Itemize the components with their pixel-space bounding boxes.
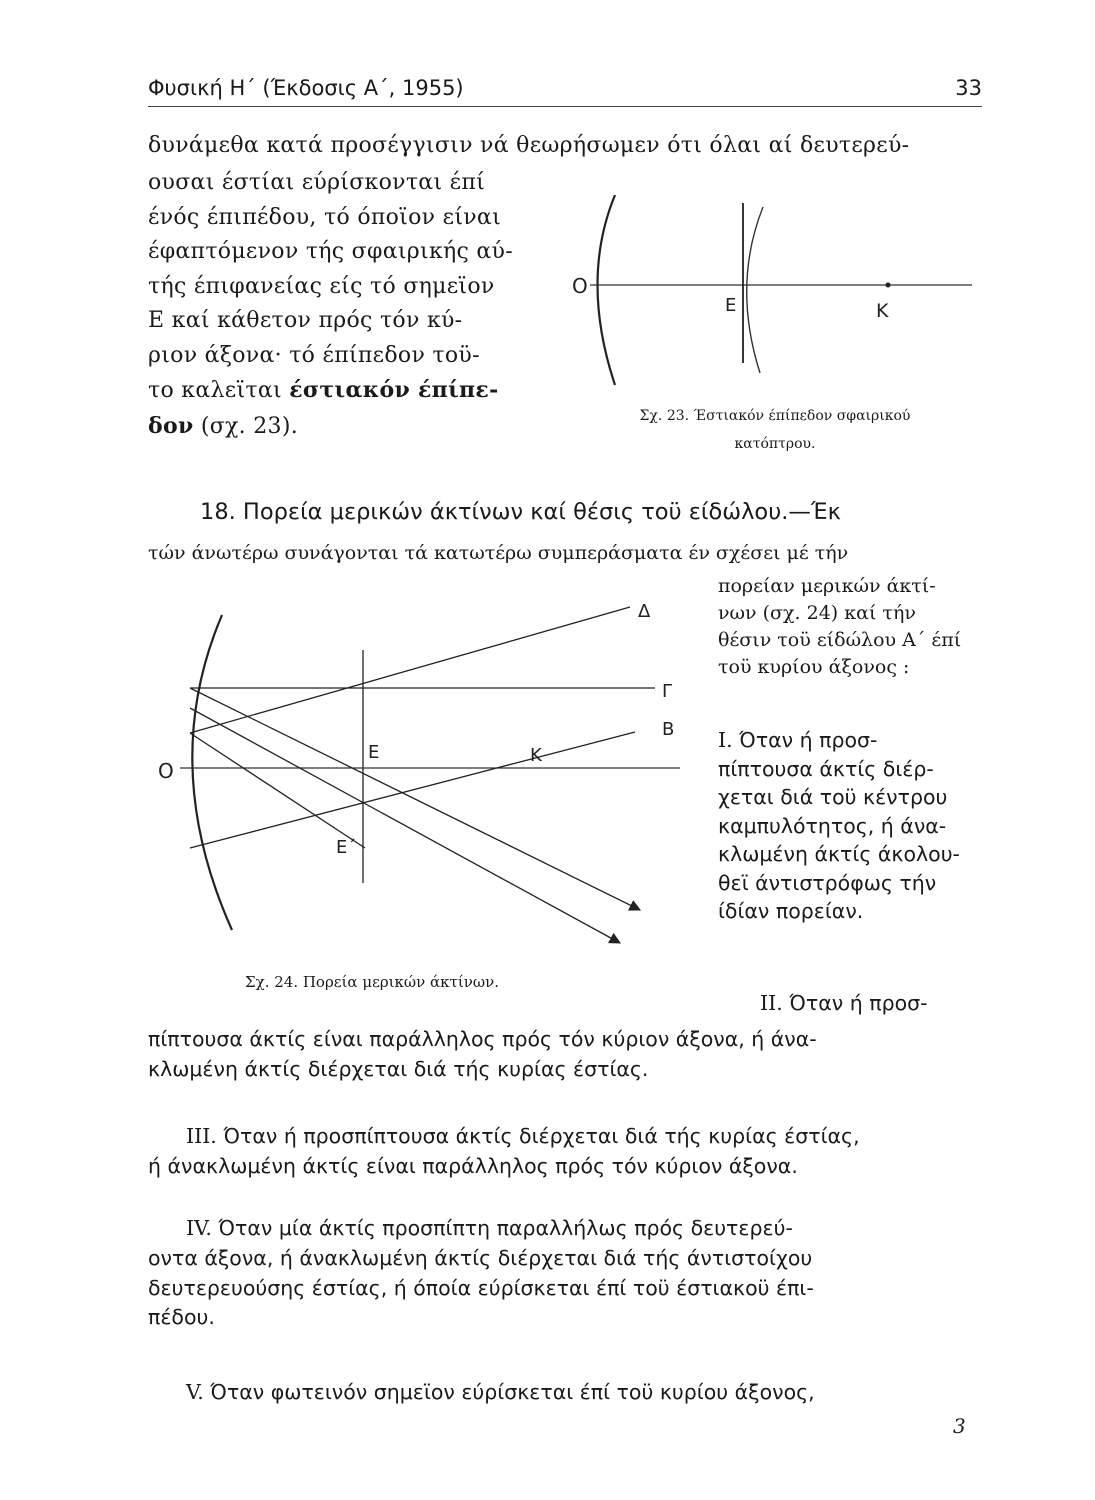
fig24-label-b: B (662, 719, 675, 740)
rule-4: IV. Όταν μία άκτίς προσπίπτη παραλλήλως πρός δευτερεύ- οντα άξονα, ή άνακλωμένη άκτίς διέρχεται διά τής άντιστοίχου δευτερευούσης έστίας, ή όποία εύρίσκεται έπί τοϋ έστιακοϋ έπι- πέδου. (148, 1216, 814, 1330)
rule-5-number: V. (186, 1380, 204, 1404)
figure-23-caption: Σχ. 23. Έστιακόν έπίπεδον σφαιρικού κατόπτρου. (639, 408, 911, 452)
figure-24-caption: Σχ. 24. Πορεία μερικών άκτίνων. (245, 973, 499, 991)
fig23-label-e: E (725, 295, 737, 316)
fig24-label-e-prime: E΄ (336, 837, 357, 858)
fig24-label-gamma: Γ (662, 681, 673, 702)
fig24-ray-reflected-3 (190, 733, 365, 848)
para1-line: Ε καί κάθετον πρός τόν κύ- (148, 308, 463, 333)
signature-mark: 3 (953, 1414, 966, 1438)
fig24-label-k: K (530, 745, 542, 766)
rule-3: III. Όταν ή προσπίπτουσα άκτίς διέρχεται διά τής κυρίας έστίας, ή άνακλωμένη άκτίς είναι παράλληλος πρός τόν κύριον άξονα. (148, 1124, 860, 1178)
rule-5: V. Όταν φωτεινόν σημεϊον εύρίσκεται έπί τοϋ κυρίου άξονος, (186, 1380, 815, 1404)
fig23-label-k: K (876, 300, 889, 322)
para1-line: δον (σχ. 23). (148, 412, 299, 439)
para1-line: το καλεϊται έστιακόν έπίπε- (148, 377, 499, 403)
fig23-mirror-arc (598, 195, 616, 385)
para1-line: τής έπιφανείας είς τό σημεϊον (148, 273, 495, 299)
fig24-label-o: O (158, 759, 174, 783)
rule-2-first-line: II. Όταν ή προσ- (760, 991, 928, 1015)
section-18-line2: τών άνωτέρω συνάγονται τά κατωτέρω συμπεράσματα έν σχέσει μέ τήν (148, 542, 849, 564)
section-18-side-text: πορείαν μερικών άκτί- νων (σχ. 24) καί τήν θέσιν τοϋ είδώλου Α΄ έπί τοϋ κυρίου άξονος : (718, 575, 962, 678)
fig24-mirror-arc (192, 615, 232, 930)
fig23-point-k (886, 283, 891, 288)
term-focal-plane: έστιακόν έπίπε- (289, 377, 499, 403)
fig24-label-e: E (368, 742, 380, 763)
header-rule (148, 106, 982, 107)
para1-line: έφαπτόμενον τής σφαιρικής αύ- (148, 239, 513, 264)
para1-top-line: δυνάμεθα κατά προσέγγισιν νά θεωρήσωμεν ότι όλαι αί δευτερεύ- (148, 133, 910, 158)
rule-1: I. Όταν ή προσ- πίπτουσα άκτίς διέρ- χεται διά τοϋ κέντρου καμπυλότητος, ή άνα- κλωμένη άκτίς άκολου- θεϊ άντιστρόφως τήν ίδίαν πορείαν. (718, 728, 960, 923)
rule-2-body: πίπτουσα άκτίς είναι παράλληλος πρός τόν κύριον άξονα, ή άνα- κλωμένη άκτίς διέρχεται διά τής κυρίας έστίας. (148, 1027, 817, 1081)
fig23-focal-arc (747, 207, 763, 373)
running-header-title: Φυσική Η΄ (Έκδοσις Α΄, 1955) (148, 76, 464, 100)
para1-line: ένός έπιπέδου, τό όποϊον είναι (148, 204, 501, 230)
fig24-ray-delta (190, 607, 630, 733)
fig24-ray-b (190, 732, 635, 848)
page-number: 33 (955, 76, 982, 100)
fig24-label-delta: Δ (638, 601, 651, 622)
fig24-ray-reflected-2 (190, 708, 620, 943)
section-18-heading: 18. Πορεία μερικών άκτίνων καί θέσις τοϋ είδώλου.—Έκ (200, 499, 841, 525)
rule-4-number: IV. (186, 1216, 212, 1240)
rule-3-number: III. (186, 1124, 217, 1148)
para1-line: ουσαι έστίαι εύρίσκονται έπί (148, 170, 486, 195)
rule-1-number: I. (718, 728, 733, 752)
fig23-label-o: O (572, 274, 588, 298)
figure-23-diagram (560, 175, 990, 405)
figure-24-diagram (150, 585, 710, 975)
para1-text-block (148, 166, 568, 444)
fig24-ray-reflected-1 (190, 688, 640, 910)
rule-2-number: II. (760, 991, 783, 1015)
para1-line: ριον άξονα· τό έπίπεδον τοϋ- (148, 342, 480, 368)
